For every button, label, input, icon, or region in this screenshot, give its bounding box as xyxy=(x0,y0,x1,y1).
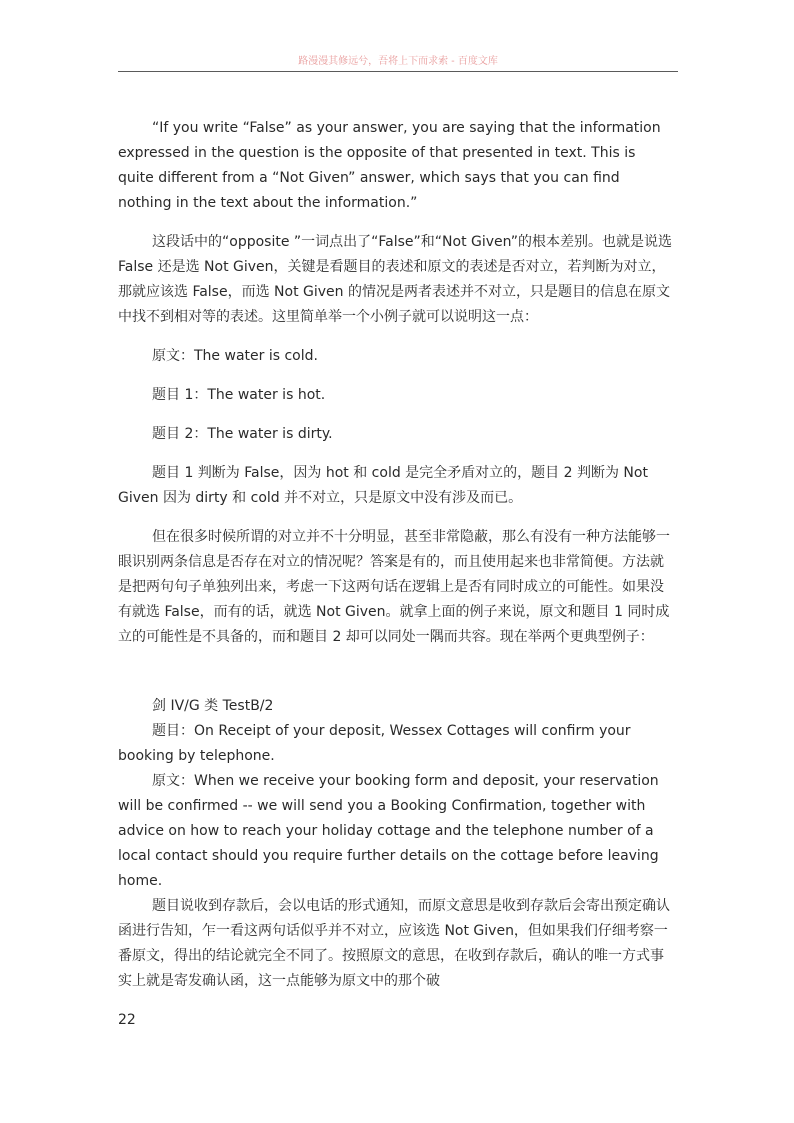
question-statement: 题目：On Receipt of your deposit, Wessex Cottages will confirm your booking by telephone. xyxy=(118,723,631,764)
analysis-paragraph: 题目说收到存款后，会以电话的形式通知，而原文意思是收到存款后会寄出预定确认函进行告知，乍一看这两句话似乎并不对立，应该选 Not Given，但如果我们仔细考察一番原文，得出的结论就完全不同了。按照原文的意思，在收到存款后，确认的唯一方式事实上就是寄发确认函，这一点能够为原文中的那个破 xyxy=(118,898,670,989)
header-divider xyxy=(118,71,678,72)
quote-paragraph: “If you write “False” as your answer, you are saying that the information expressed in the question is the opposite of that presented in text. This is quite different from a “Not Given” answer, which says that you can find nothing in the text about the information.” xyxy=(118,120,661,211)
running-header: 路漫漫其修远兮，吾将上下而求索 - 百度文库 xyxy=(298,56,498,67)
source-reference: 剑 IV/G 类 TestB/2 xyxy=(152,698,274,714)
example-question-2: 题目 2：The water is dirty. xyxy=(152,426,333,442)
original-passage: 原文：When we receive your booking form and deposit, your reservation will be confirmed -- we will send you a Booking Confirmation, together with advice on how to reach your holiday cottage and the telephone number of a local contact should you require further details on the cottage before leaving home. xyxy=(118,773,659,889)
example-question-1: 题目 1：The water is hot. xyxy=(152,387,326,403)
example-analysis: 题目 1 判断为 False，因为 hot 和 cold 是完全矛盾对立的，题目 2 判断为 Not Given 因为 dirty 和 cold 并不对立，只是原文中没有涉及而已。 xyxy=(118,465,648,506)
explanation-paragraph: 这段话中的“opposite ”一词点出了“False”和“Not Given”的根本差别。也就是说选 False 还是选 Not Given，关键是看题目的表述和原文的表述是否对立，若判断为对立，那就应该选 False，而选 Not Given 的情况是两者表述并不对立，只是题目的信息在原文中找不到相对等的表述。这里简单举一个小例子就可以说明这一点： xyxy=(118,234,673,325)
method-paragraph: 但在很多时候所谓的对立并不十分明显，甚至非常隐蔽，那么有没有一种方法能够一眼识别两条信息是否存在对立的情况呢？答案是有的，而且使用起来也非常简便。方法就是把两句句子单独列出来，考虑一下这两句话在逻辑上是否有同时成立的可能性。如果没有就选 False，而有的话，就选 Not Given。就拿上面的例子来说，原文和题目 1 同时成立的可能性是不具备的，而和题目 2 却可以同处一隅而共容。现在举两个更典型例子： xyxy=(118,529,670,645)
page-body xyxy=(118,116,674,994)
page-number: 22 xyxy=(118,1012,136,1028)
example-original: 原文：The water is cold. xyxy=(152,348,318,364)
